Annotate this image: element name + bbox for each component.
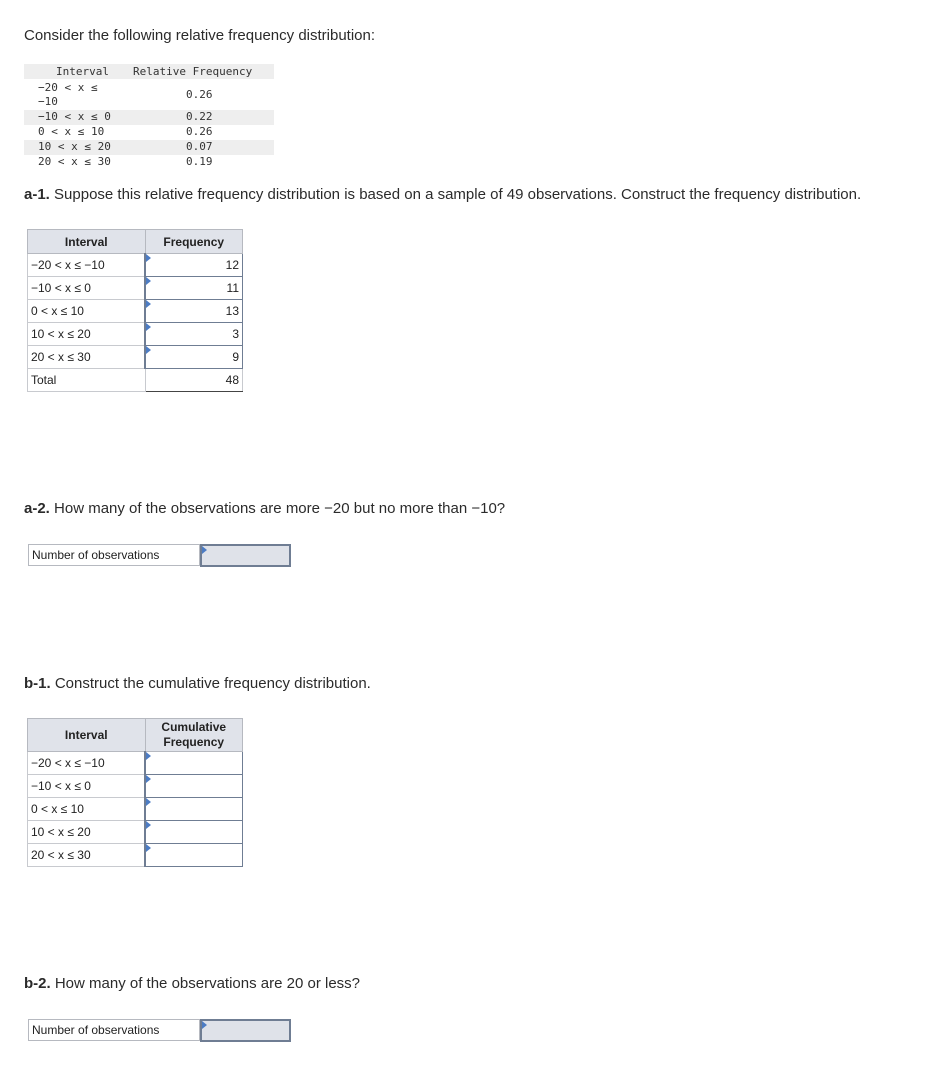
b2-field-label: Number of observations (28, 1019, 200, 1041)
question-label: b-2. (24, 975, 51, 992)
table-row (28, 798, 243, 821)
rel-interval: −20 < x ≤ (38, 81, 98, 94)
table-row (28, 752, 243, 775)
a2-field-label: Number of observations (28, 544, 200, 566)
question-text: Construct the cumulative frequency distribution. (54, 675, 371, 692)
header-frequency: Frequency (145, 230, 243, 254)
interval-cell: −20 < x ≤ −10 (28, 752, 146, 775)
interval-cell: −10 < x ≤ 0 (28, 277, 146, 300)
header-cumulative-frequency (145, 719, 243, 752)
rel-header-relfreq: Relative Frequency (133, 65, 253, 78)
interval-cell: −20 < x ≤ −10 (28, 254, 146, 277)
rel-row (24, 125, 274, 140)
rel-interval: 10 < x ≤ 20 (38, 140, 111, 153)
rel-interval-cont: −10 (38, 95, 58, 108)
question-text: Suppose this relative frequency distribution is based on a sample of 49 observations. Construct the frequency distribution. (54, 186, 862, 203)
cumulative-frequency-table (27, 718, 243, 867)
question-label: a-2. (24, 500, 50, 517)
flag-icon (146, 300, 151, 308)
interval-cell: 10 < x ≤ 20 (28, 821, 146, 844)
question-label: a-1. (24, 186, 50, 203)
table-row (28, 254, 243, 277)
flag-icon (146, 346, 151, 354)
question-label: b-1. (24, 675, 51, 692)
rel-value: 0.19 (186, 155, 213, 168)
total-value: 48 (225, 373, 239, 387)
rel-header-interval: Interval (56, 65, 109, 78)
frequency-value: 12 (225, 258, 239, 272)
interval-cell: −10 < x ≤ 0 (28, 775, 146, 798)
frequency-value: 11 (226, 281, 239, 295)
rel-row (24, 140, 274, 155)
table-row (28, 323, 243, 346)
question-a1 (24, 186, 861, 203)
flag-icon (146, 277, 151, 285)
rel-value: 0.07 (186, 140, 213, 153)
header-cumulative-text: Cumulative Frequency (161, 720, 227, 749)
frequency-input[interactable] (145, 254, 243, 277)
table-row (28, 844, 243, 867)
table-row (28, 346, 243, 369)
flag-icon (146, 323, 151, 331)
table-row (28, 821, 243, 844)
b2-number-input[interactable] (200, 1019, 291, 1042)
question-b2 (24, 975, 360, 992)
rel-value: 0.26 (186, 88, 213, 101)
flag-icon (146, 254, 151, 262)
interval-cell: 0 < x ≤ 10 (28, 798, 146, 821)
intro-text: Consider the following relative frequency distribution: (24, 27, 376, 44)
rel-table-header (24, 64, 274, 79)
rel-interval: −10 < x ≤ 0 (38, 110, 111, 123)
flag-icon (146, 844, 151, 852)
total-label: Total (28, 369, 146, 392)
flag-icon (146, 798, 151, 806)
flag-icon (146, 775, 151, 783)
frequency-input[interactable] (145, 346, 243, 369)
frequency-table (27, 229, 243, 392)
frequency-input[interactable] (145, 300, 243, 323)
rel-row (24, 155, 274, 170)
question-a2 (24, 500, 505, 517)
table-row (28, 300, 243, 323)
table-row (28, 775, 243, 798)
flag-icon (146, 821, 151, 829)
frequency-input[interactable] (145, 323, 243, 346)
rel-row (24, 110, 274, 125)
cumulative-input[interactable] (145, 752, 243, 775)
cumulative-input[interactable] (145, 775, 243, 798)
table-row (28, 277, 243, 300)
rel-interval: 20 < x ≤ 30 (38, 155, 111, 168)
total-value-cell (145, 369, 243, 392)
frequency-value: 3 (232, 327, 239, 341)
header-interval: Interval (28, 230, 146, 254)
interval-cell: 10 < x ≤ 20 (28, 323, 146, 346)
interval-cell: 20 < x ≤ 30 (28, 346, 146, 369)
question-b1 (24, 675, 371, 692)
frequency-value: 9 (232, 350, 239, 364)
cumulative-input[interactable] (145, 798, 243, 821)
question-text: How many of the observations are more −20 but no more than −10? (54, 500, 506, 517)
cumulative-input[interactable] (145, 844, 243, 867)
flag-icon (146, 752, 151, 760)
flag-icon (202, 1021, 207, 1029)
question-text: How many of the observations are 20 or less? (54, 975, 360, 992)
rel-value: 0.26 (186, 125, 213, 138)
frequency-input[interactable] (145, 277, 243, 300)
interval-cell: 20 < x ≤ 30 (28, 844, 146, 867)
a2-number-input[interactable] (200, 544, 291, 567)
flag-icon (202, 546, 207, 554)
interval-cell: 0 < x ≤ 10 (28, 300, 146, 323)
rel-row (24, 80, 274, 110)
rel-interval: 0 < x ≤ 10 (38, 125, 105, 138)
frequency-value: 13 (225, 304, 239, 318)
total-row (28, 369, 243, 392)
header-interval: Interval (28, 719, 146, 752)
cumulative-input[interactable] (145, 821, 243, 844)
rel-value: 0.22 (186, 110, 213, 123)
